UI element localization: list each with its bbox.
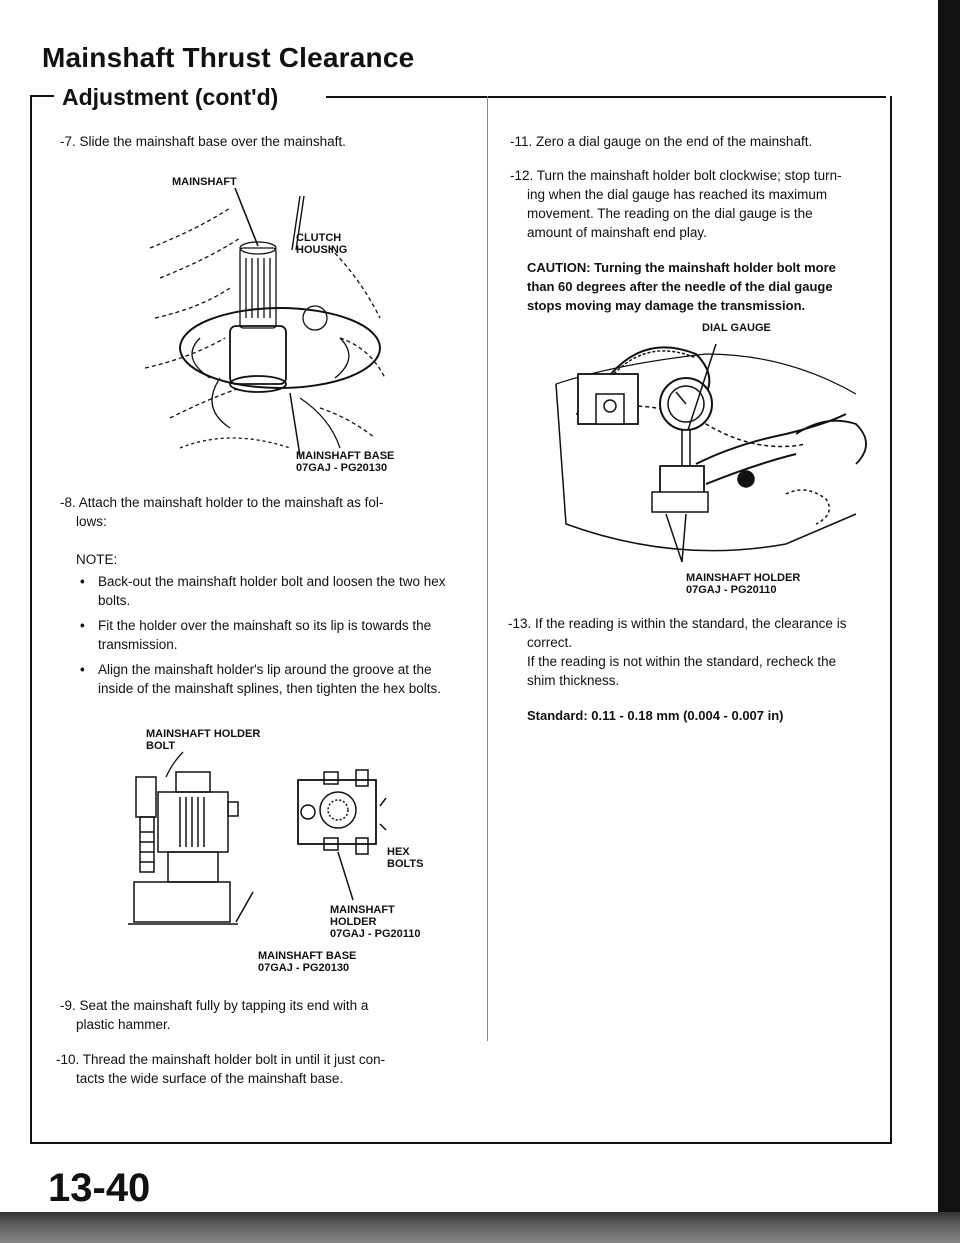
note-item: • Fit the holder over the mainshaft so its lip is towards the transmission. [76,616,466,654]
step-12-line1: -12. Turn the mainshaft holder bolt clockwise; stop turn- [510,168,842,183]
label-dial-gauge: DIAL GAUGE [702,322,771,334]
caution-line1: CAUTION: Turning the mainshaft holder bolt more [527,260,836,275]
note-item: • Align the mainshaft holder's lip around the groove at the inside of the mainshaft splines, then tighten the hex bolts. [76,660,466,698]
step-9-line1: -9. Seat the mainshaft fully by tapping its end with a [60,998,369,1013]
step-9-line2: plastic hammer. [76,1017,171,1032]
mainshaft-holder-illustration [128,752,418,952]
mainshaft-base-illustration [140,188,390,478]
label-holder-2: HOLDER [330,916,377,928]
step-10-line2: tacts the wide surface of the mainshaft base. [76,1071,344,1086]
column-divider [487,96,488,1041]
label-holder-bolt-2: BOLT [146,740,176,752]
page-edge-bar [938,0,960,1243]
label-holder-r-1: MAINSHAFT HOLDER [686,572,801,584]
section-subtitle: Adjustment (cont'd) [62,84,279,110]
step-13-line2: correct. [527,635,573,650]
label-base2-1: MAINSHAFT BASE [258,950,357,962]
label-holder-bolt-1: MAINSHAFT HOLDER [146,728,261,740]
note-label: NOTE: [76,552,118,567]
bottom-scan-band [0,1212,960,1243]
label-holder-3: 07GAJ - PG20110 [330,928,421,940]
label-holder-r-2: 07GAJ - PG20110 [686,584,777,596]
label-base-1: MAINSHAFT BASE [296,450,395,462]
step-13-line4: shim thickness. [527,673,620,688]
label-hex-1: HEX [387,846,410,858]
step-7: -7. Slide the mainshaft base over the mainshaft. [60,134,346,149]
step-13-line3: If the reading is not within the standard, recheck the [527,654,837,669]
label-mainshaft: MAINSHAFT [172,176,237,188]
label-housing: HOUSING [296,244,348,256]
dial-gauge-illustration [556,334,886,562]
label-hex-2: BOLTS [387,858,424,870]
label-holder-1: MAINSHAFT [330,904,395,916]
step-12-line4: amount of mainshaft end play. [527,225,707,240]
step-10-line1: -10. Thread the mainshaft holder bolt in until it just con- [56,1052,386,1067]
step-12-line3: movement. The reading on the dial gauge is the [527,206,813,221]
step-13-line1: -13. If the reading is within the standard, the clearance is [508,616,847,631]
standard-spec: Standard: 0.11 - 0.18 mm (0.004 - 0.007 in) [527,708,784,723]
notes-list [76,572,466,704]
step-8-line2: lows: [76,514,107,529]
label-clutch: CLUTCH [296,232,342,244]
label-base2-2: 07GAJ - PG20130 [258,962,350,974]
step-11: -11. Zero a dial gauge on the end of the mainshaft. [510,134,813,149]
step-8-line1: -8. Attach the mainshaft holder to the mainshaft as fol- [60,495,384,510]
page-title: Mainshaft Thrust Clearance [42,42,415,73]
note-item: • Back-out the mainshaft holder bolt and loosen the two hex bolts. [76,572,466,610]
caution-line3: stops moving may damage the transmission. [527,298,806,313]
step-12-line2: ing when the dial gauge has reached its maximum [527,187,828,202]
label-base-2: 07GAJ - PG20130 [296,462,388,474]
page-number: 13-40 [48,1166,151,1210]
caution-line2: than 60 degrees after the needle of the dial gauge [527,279,833,294]
